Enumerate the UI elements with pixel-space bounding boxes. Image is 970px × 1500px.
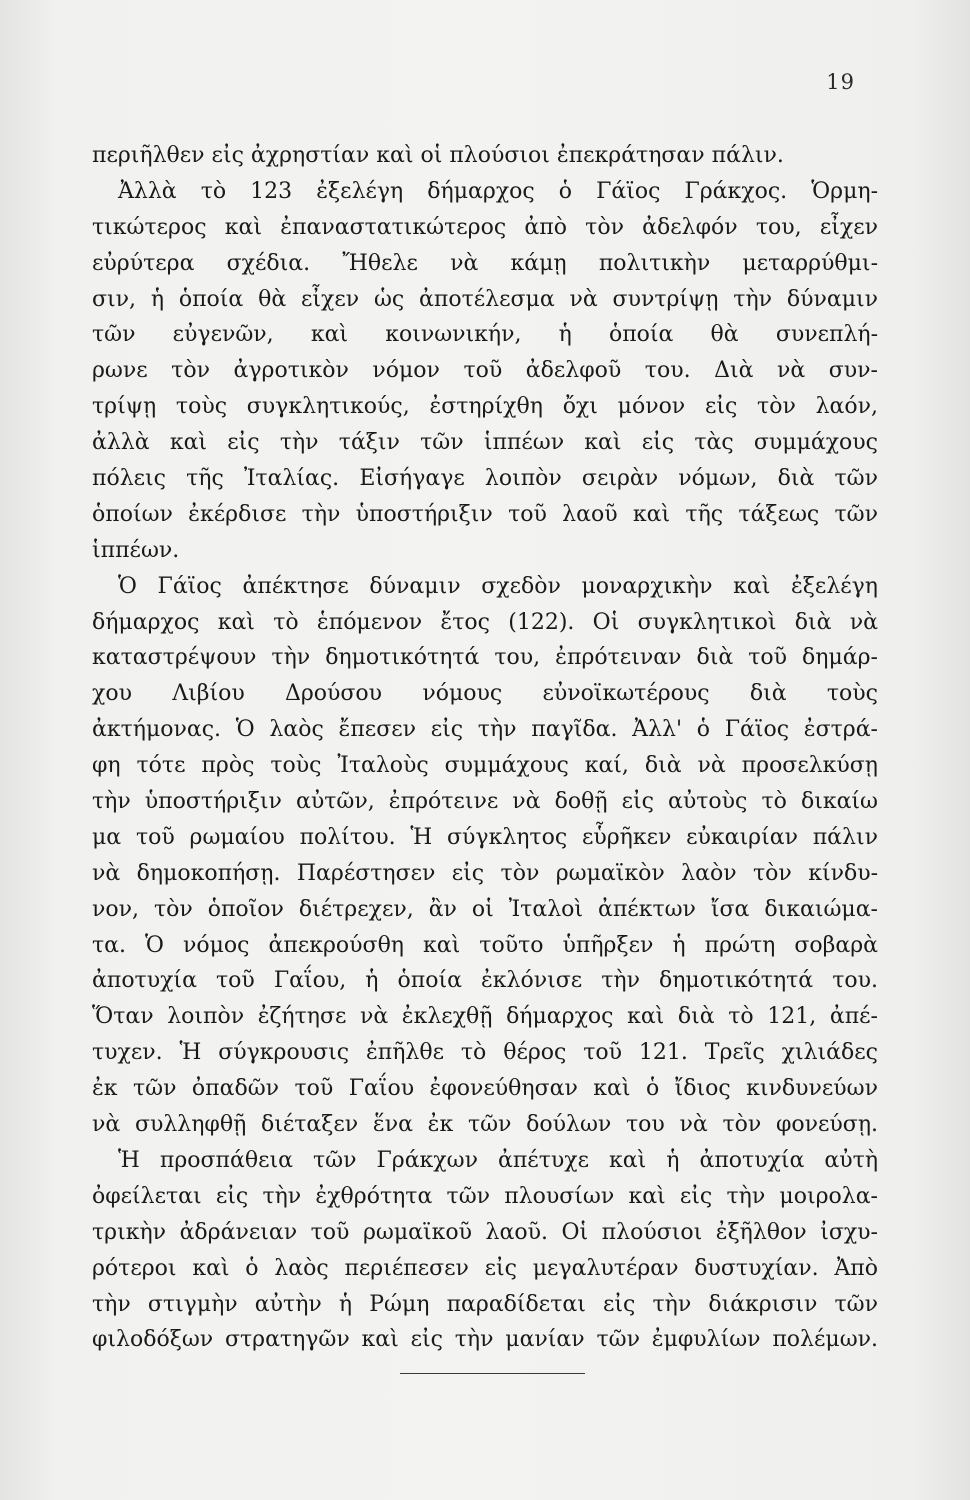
text-line: ἐκ τῶν ὀπαδῶν τοῦ Γαΐου ἐφονεύθησαν καὶ ὁ ἴδιος κινδυνεύων (92, 1076, 878, 1102)
text-line: μα τοῦ ρωμαίου πολίτου. Ἡ σύγκλητος εὗρῆκεν εὐκαιρίαν πάλιν (92, 824, 878, 850)
text-line: σιν, ἡ ὁποία θὰ εἶχεν ὡς ἀποτέλεσμα νὰ συντρίψῃ τὴν δύναμιν (92, 286, 878, 312)
text-line: Ἀλλὰ τὸ 123 ἐξελέγη δήμαρχος ὁ Γάϊος Γράκχος. Ὁρμη- (118, 178, 878, 204)
text-line: περιῆλθεν εἰς ἀχρηστίαν καὶ οἱ πλούσιοι ἐπεκράτησαν πάλιν. (92, 143, 784, 168)
text-line: ὀφείλεται εἰς τὴν ἐχθρότητα τῶν πλουσίων καὶ εἰς τὴν μοιρολα- (92, 1183, 878, 1209)
text-line: νὰ συλληφθῇ διέταξεν ἕνα ἐκ τῶν δούλων του νὰ τὸν φονεύσῃ. (92, 1112, 878, 1138)
text-line: ἀποτυχία τοῦ Γαΐου, ἡ ὁποία ἐκλόνισε τὴν δημοτικότητά του. (92, 968, 878, 994)
text-line: νὰ δημοκοπήσῃ. Παρέστησεν εἰς τὸν ρωμαϊκὸν λαὸν τὸν κίνδυ- (92, 860, 878, 886)
text-line: ἀλλὰ καὶ εἰς τὴν τάξιν τῶν ἱππέων καὶ εἰς τὰς συμμάχους (92, 430, 878, 456)
text-line: φη τότε πρὸς τοὺς Ἰταλοὺς συμμάχους καί, διὰ νὰ προσελκύσῃ (92, 753, 878, 779)
text-line: τικώτερος καὶ ἐπαναστατικώτερος ἀπὸ τὸν ἀδελφόν του, εἶχεν (92, 214, 878, 240)
body-text (92, 138, 878, 1358)
text-line: χου Λιβίου Δρούσου νόμους εὐνοϊκωτέρους διὰ τοὺς (92, 681, 878, 707)
text-line: ρότεροι καὶ ὁ λαὸς περιέπεσεν εἰς μεγαλυτέραν δυστυχίαν. Ἀπὸ (92, 1255, 878, 1281)
text-line: τρικὴν ἀδράνειαν τοῦ ρωμαϊκοῦ λαοῦ. Οἱ πλούσιοι ἐξῆλθον ἰσχυ- (92, 1219, 878, 1245)
page-number: 19 (826, 70, 855, 94)
text-line: Ὁ Γάϊος ἀπέκτησε δύναμιν σχεδὸν μοναρχικὴν καὶ ἐξελέγη (118, 573, 878, 599)
text-line: τρίψῃ τοὺς συγκλητικούς, ἐστηρίχθη ὄχι μόνον εἰς τὸν λαόν, (92, 394, 878, 420)
text-line: καταστρέψουν τὴν δημοτικότητά του, ἐπρότειναν διὰ τοῦ δημάρ- (92, 645, 878, 671)
text-line: ὁποίων ἐκέρδισε τὴν ὑποστήριξιν τοῦ λαοῦ καὶ τῆς τάξεως τῶν (92, 501, 878, 527)
text-line: ρωνε τὸν ἀγροτικὸν νόμον τοῦ ἀδελφοῦ του. Διὰ νὰ συν- (92, 358, 878, 384)
text-line: νον, τὸν ὁποῖον διέτρεχεν, ἂν οἱ Ἰταλοὶ ἀπέκτων ἴσα δικαιώμα- (92, 896, 878, 922)
text-line: τὴν στιγμὴν αὐτὴν ἡ Ρώμη παραδίδεται εἰς τὴν διάκρισιν τῶν (92, 1291, 878, 1317)
text-line: εὐρύτερα σχέδια. Ἤθελε νὰ κάμῃ πολιτικὴν μεταρρύθμι- (92, 250, 878, 276)
text-line: τα. Ὁ νόμος ἀπεκρούσθη καὶ τοῦτο ὑπῆρξεν ἡ πρώτη σοβαρὰ (92, 932, 878, 958)
text-line: ἀκτήμονας. Ὁ λαὸς ἔπεσεν εἰς τὴν παγῖδα. Ἀλλ' ὁ Γάϊος ἐστρά- (92, 717, 878, 743)
text-line: δήμαρχος καὶ τὸ ἑπόμενον ἔτος (122). Οἱ συγκλητικοὶ διὰ νὰ (92, 609, 878, 635)
text-line: φιλοδόξων στρατηγῶν καὶ εἰς τὴν μανίαν τῶν ἐμφυλίων πολέμων. (92, 1327, 878, 1353)
text-line: τυχεν. Ἡ σύγκρουσις ἐπῆλθε τὸ θέρος τοῦ 121. Τρεῖς χιλιάδες (92, 1040, 878, 1066)
text-line: πόλεις τῆς Ἰταλίας. Εἰσήγαγε λοιπὸν σειρὰν νόμων, διὰ τῶν (92, 466, 878, 492)
footer-rule (400, 1373, 585, 1374)
text-line: Ἡ προσπάθεια τῶν Γράκχων ἀπέτυχε καὶ ἡ ἀποτυχία αὐτὴ (118, 1147, 878, 1173)
text-line: Ὅταν λοιπὸν ἐζήτησε νὰ ἐκλεχθῇ δήμαρχος καὶ διὰ τὸ 121, ἀπέ- (92, 1004, 878, 1030)
text-line: τὴν ὑποστήριξιν αὐτῶν, ἐπρότεινε νὰ δοθῇ εἰς αὐτοὺς τὸ δικαίω (92, 789, 878, 815)
text-line: ἱππέων. (92, 537, 180, 563)
text-line: τῶν εὐγενῶν, καὶ κοινωνικήν, ἡ ὁποία θὰ συνεπλή- (92, 322, 878, 348)
